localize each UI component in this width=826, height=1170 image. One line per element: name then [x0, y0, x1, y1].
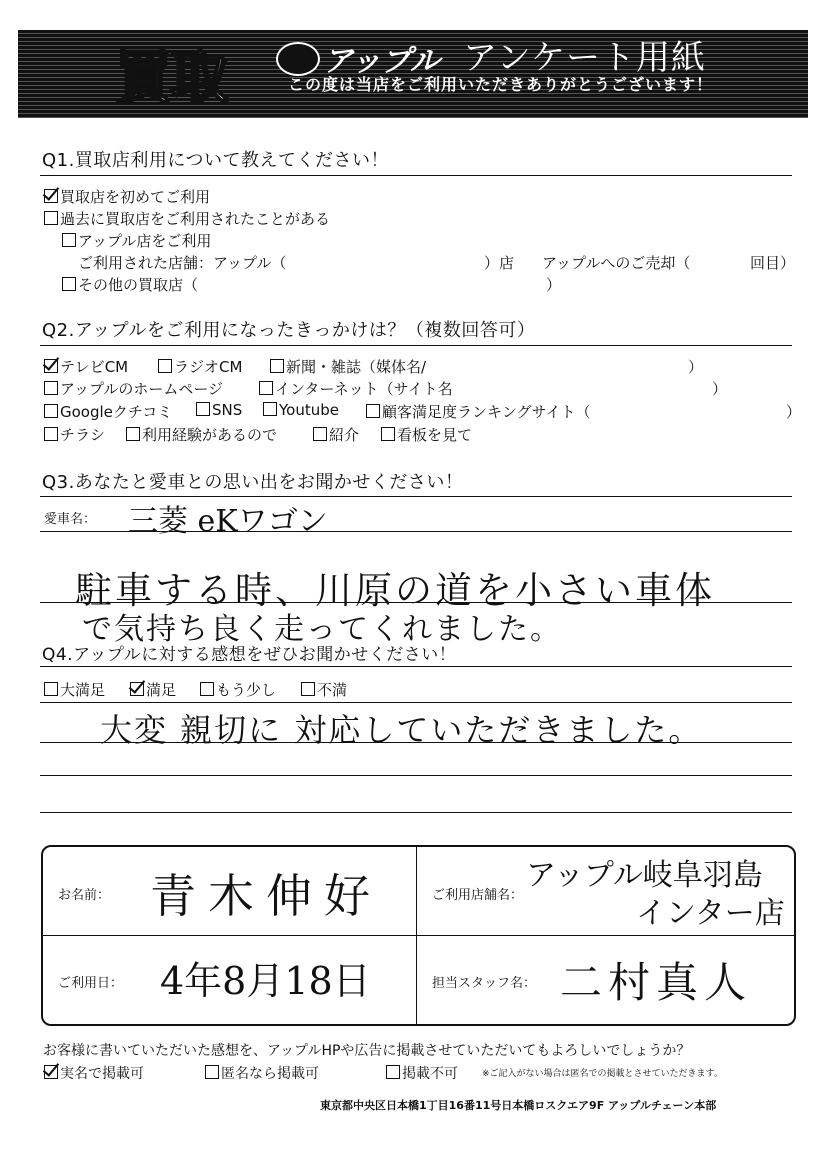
- q1-visits-label: アップルへのご売却（: [542, 254, 691, 272]
- q1-heading: Q1.買取店利用について教えてください！: [42, 150, 389, 171]
- q2-close3: ）: [786, 403, 802, 421]
- checkbox-icon[interactable]: [44, 682, 58, 696]
- checkbox-icon[interactable]: [301, 682, 315, 696]
- q1-option-apple[interactable]: アップル店をご利用: [62, 230, 211, 251]
- checkbox-icon[interactable]: [381, 427, 395, 441]
- consent-anonymous[interactable]: 匿名なら掲載可: [205, 1063, 319, 1083]
- checkbox-icon[interactable]: [126, 427, 140, 441]
- q2-internet[interactable]: インターネット（サイト名: [259, 378, 453, 399]
- info-box-vdivider: [416, 847, 417, 1024]
- memory-rule-1: [40, 602, 792, 603]
- q2-magazine[interactable]: 新聞・雑誌（媒体名/: [270, 356, 426, 377]
- q3-heading: Q3.あなたと愛車との思い出をお聞かせください！: [42, 472, 464, 493]
- q4-dissatisfied[interactable]: 不満: [301, 679, 347, 700]
- staff-label: 担当スタッフ名：: [432, 976, 537, 991]
- car-name-rule: [40, 531, 792, 532]
- q4-satisfied[interactable]: 満足: [130, 679, 176, 700]
- checkbox-icon[interactable]: [366, 404, 380, 418]
- q2-tvcm[interactable]: テレビCM: [44, 356, 128, 377]
- checkbox-checked-icon[interactable]: [130, 682, 144, 696]
- footer-address: 東京都中央区日本橋1丁目16番11号日本橋ロスクエア9F アップルチェーン本部: [320, 1099, 717, 1112]
- header-subtitle: この度は当店をご利用いただきありがとうございます！: [288, 75, 714, 94]
- memory-line-1[interactable]: 駐車する時、川原の道を小さい車体: [75, 569, 715, 612]
- q2-experience[interactable]: 利用経験があるので: [126, 424, 277, 445]
- checkbox-icon[interactable]: [259, 381, 273, 395]
- store-value-line1[interactable]: アップル岐阜羽島: [526, 858, 763, 893]
- q1-option-first[interactable]: 買取店を初めてご利用: [44, 186, 210, 207]
- checkbox-checked-icon[interactable]: [44, 189, 58, 203]
- apple-logo-icon: [276, 42, 320, 76]
- car-name-label: 愛車名：: [44, 512, 97, 527]
- q2-flyer[interactable]: チラシ: [44, 424, 105, 445]
- q2-referral[interactable]: 紹介: [313, 424, 359, 445]
- checkbox-icon[interactable]: [313, 427, 327, 441]
- checkbox-checked-icon[interactable]: [44, 1065, 58, 1079]
- q4-comment[interactable]: 大変 親切に 対応していただきました。: [100, 711, 703, 749]
- q1-rule: [40, 175, 792, 176]
- q2-google[interactable]: Googleクチコミ: [44, 401, 172, 422]
- q4-comment-rule-1: [40, 702, 792, 703]
- q2-heading: Q2.アップルをご利用になったきっかけは？（複数回答可）: [42, 320, 536, 341]
- name-label: お名前：: [58, 888, 111, 903]
- checkbox-checked-icon[interactable]: [44, 359, 58, 373]
- q1-option-other[interactable]: その他の買取店（: [62, 274, 198, 295]
- checkbox-icon[interactable]: [44, 381, 58, 395]
- q4-rule: [40, 666, 792, 667]
- checkbox-icon[interactable]: [196, 402, 210, 416]
- checkbox-icon[interactable]: [158, 359, 172, 373]
- q4-comment-rule-3: [40, 775, 792, 776]
- q4-comment-rule-4: [40, 812, 792, 813]
- date-value[interactable]: 4年8月18日: [160, 959, 371, 1003]
- staff-value[interactable]: 二村真人: [560, 958, 753, 1007]
- q4-heading: Q4.アップルに対する感想をぜひお聞かせください！: [42, 645, 457, 665]
- checkbox-icon[interactable]: [263, 402, 277, 416]
- q4-very-satisfied[interactable]: 大満足: [44, 679, 105, 700]
- checkbox-icon[interactable]: [44, 427, 58, 441]
- q2-close2: ）: [712, 380, 728, 398]
- q1-used-store-label: ご利用された店舗：アップル（: [78, 254, 287, 272]
- q2-ranking[interactable]: 顧客満足度ランキングサイト（: [366, 401, 591, 422]
- q4-comment-rule-2: [40, 742, 792, 743]
- checkbox-icon[interactable]: [270, 359, 284, 373]
- q2-sns[interactable]: SNS: [196, 401, 242, 419]
- q4-a-bit-more[interactable]: もう少し: [200, 679, 276, 700]
- header-kaitori-title: 買取: [114, 43, 227, 111]
- consent-note: ※ご記入がない場合は匿名での掲載とさせていただきます。: [482, 1069, 723, 1079]
- q2-youtube[interactable]: Youtube: [263, 401, 339, 419]
- q1-other-close: ）: [546, 276, 562, 294]
- store-value-line2[interactable]: インター店: [636, 896, 785, 931]
- q1-option-past[interactable]: 過去に買取店をご利用されたことがある: [44, 208, 330, 229]
- consent-real-name[interactable]: 実名で掲載可: [44, 1063, 144, 1083]
- checkbox-icon[interactable]: [62, 233, 76, 247]
- date-label: ご利用日：: [58, 976, 124, 991]
- name-value[interactable]: 青木伸好: [150, 869, 382, 923]
- q2-close1: ）: [688, 358, 704, 376]
- memory-line-2[interactable]: で気持ち良く走ってくれました。: [82, 612, 562, 647]
- header-title: アンケート用紙: [463, 38, 706, 78]
- store-label: ご利用店舗名：: [432, 888, 524, 903]
- q1-store-suffix: ）店: [484, 254, 515, 272]
- consent-not-allowed[interactable]: 掲載不可: [386, 1063, 458, 1083]
- q2-homepage[interactable]: アップルのホームページ: [44, 378, 223, 399]
- info-box-hdivider: [43, 935, 794, 936]
- car-name-value[interactable]: 三菱 eKワゴン: [128, 504, 328, 539]
- checkbox-icon[interactable]: [205, 1065, 219, 1079]
- header-banner: [18, 30, 808, 118]
- q2-signboard[interactable]: 看板を見て: [381, 424, 472, 445]
- checkbox-icon[interactable]: [44, 404, 58, 418]
- q1-visits-suffix: 回目）: [750, 254, 796, 272]
- brand-logo: アップル: [323, 44, 440, 79]
- checkbox-icon[interactable]: [44, 211, 58, 225]
- q2-radiocm[interactable]: ラジオCM: [158, 356, 242, 377]
- consent-question: お客様に書いていただいた感想を、アップルHPや広告に掲載させていただいてもよろしいでしょうか？: [43, 1043, 691, 1059]
- checkbox-icon[interactable]: [386, 1065, 400, 1079]
- checkbox-icon[interactable]: [62, 277, 76, 291]
- q2-rule: [40, 345, 792, 346]
- checkbox-icon[interactable]: [200, 682, 214, 696]
